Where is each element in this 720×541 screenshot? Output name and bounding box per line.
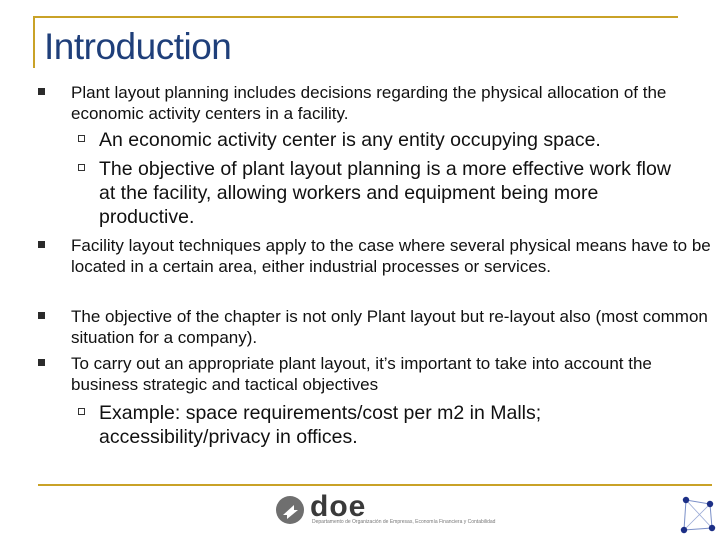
sub-bullet-text: The objective of plant layout planning is a more effective work flow at the facility, allowing workers and equipment being more productive. [99, 158, 671, 228]
square-bullet-icon [38, 359, 45, 366]
bullet-text: To carry out an appropriate plant layout, it’s important to take into account the business strategic and tactical objectives [71, 354, 652, 394]
hollow-square-bullet-icon [78, 408, 85, 415]
top-rule [33, 16, 678, 18]
hollow-square-bullet-icon [78, 164, 85, 171]
square-bullet-icon [38, 241, 45, 248]
sub-bullet-text: Example: space requirements/cost per m2 in Malls; accessibility/privacy in offices. [99, 402, 542, 448]
bullet-text: Plant layout planning includes decisions regarding the physical allocation of the economic activity centers in a facility. [71, 83, 667, 123]
corner-network-icon [676, 496, 716, 536]
doe-logo [276, 490, 516, 530]
slide-title: Introduction [44, 26, 232, 67]
sub-bullet-text: An economic activity center is any entity occupying space. [99, 129, 601, 151]
logo-emblem-icon [276, 496, 304, 524]
bullet-text: The objective of the chapter is not only Plant layout but re-layout also (most common situation for a company). [71, 307, 708, 347]
logo-subtitle: Departamento de Organización de Empresas, Economía Financiera y Contabilidad [312, 519, 496, 525]
logo-text: doe [310, 490, 367, 523]
bullet-text: Facility layout techniques apply to the case where several physical means have to be located in a certain area, either industrial processes or services. [71, 236, 711, 276]
square-bullet-icon [38, 312, 45, 319]
left-rule [33, 16, 35, 68]
square-bullet-icon [38, 88, 45, 95]
footer-rule [38, 484, 712, 486]
hollow-square-bullet-icon [78, 135, 85, 142]
